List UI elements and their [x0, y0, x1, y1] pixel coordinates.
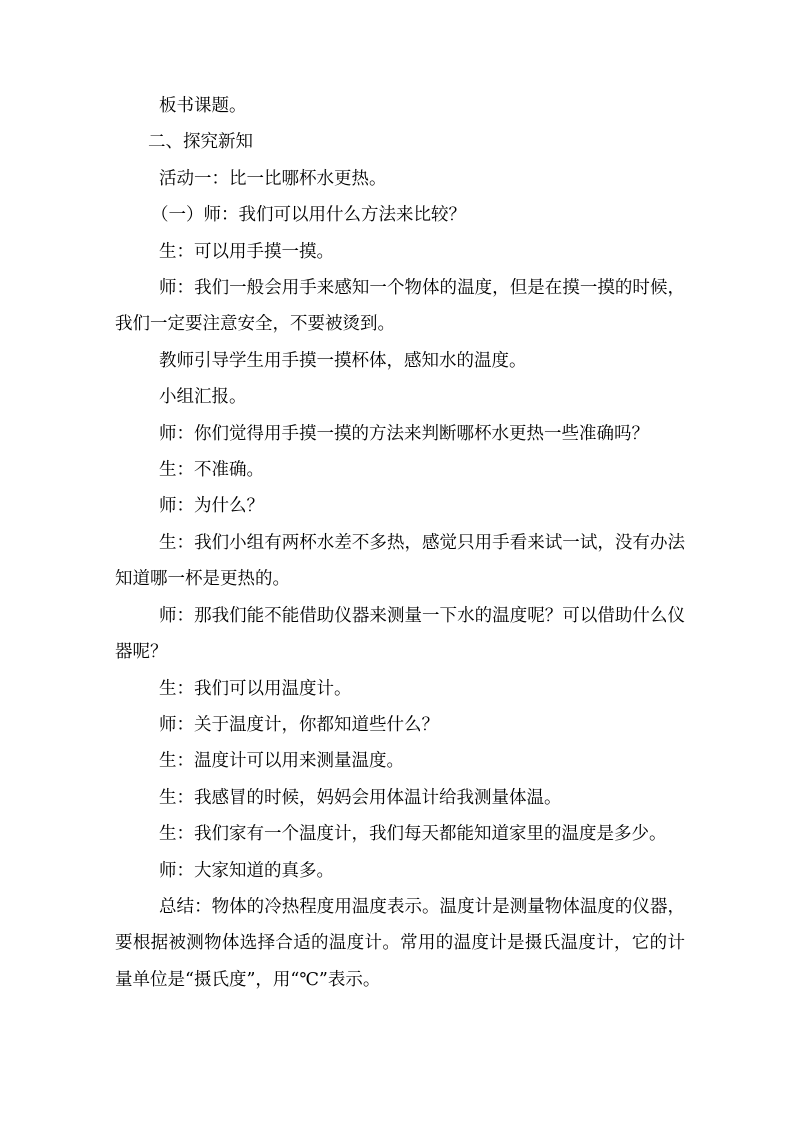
- paragraph-teacher-praise: 师：大家知道的真多。: [159, 860, 334, 881]
- document-body: [115, 88, 685, 998]
- paragraph-student-answer: 生：可以用手摸一摸。: [159, 241, 334, 262]
- paragraph-summary: 总结：物体的冷热程度用温度表示。温度计是测量物体温度的仪器，要根据被测物体选择合适的温度计。常用的温度计是摄氏温度计，它的计量单位是“摄氏度”，用“℃”表示。: [115, 896, 685, 990]
- paragraph-student-thermometer: 生：我们可以用温度计。: [159, 678, 352, 699]
- paragraph-group-report: 小组汇报。: [159, 387, 247, 408]
- activity-heading: 活动一：比一比哪杯水更热。: [159, 168, 387, 189]
- paragraph-student-explain: 生：我们小组有两杯水差不多热，感觉只用手看来试一试，没有办法知道哪一杯是更热的。: [115, 532, 685, 590]
- paragraph-teacher-safety: 师：我们一般会用手来感知一个物体的温度，但是在摸一摸的时候，我们一定要注意安全，不要被烫到。: [115, 278, 685, 335]
- section-heading-explore: 二、探究新知: [148, 132, 253, 153]
- paragraph-guide: 教师引导学生用手摸一摸杯体，感知水的温度。: [159, 350, 527, 371]
- paragraph-question: （一）师：我们可以用什么方法来比较？: [151, 205, 466, 226]
- paragraph-teacher-why: 师：为什么？: [159, 496, 264, 517]
- paragraph-teacher-instrument: 师：那我们能不能借助仪器来测量一下水的温度呢？可以借助什么仪器呢？: [115, 605, 685, 663]
- paragraph-student-measure: 生：温度计可以用来测量温度。: [159, 751, 404, 772]
- paragraph-teacher-accuracy: 师：你们觉得用手摸一摸的方法来判断哪杯水更热一些准确吗？: [159, 423, 649, 444]
- paragraph-student-home: 生：我们家有一个温度计，我们每天都能知道家里的温度是多少。: [159, 824, 667, 845]
- paragraph-teacher-know: 师：关于温度计，你都知道些什么？: [159, 714, 439, 735]
- paragraph-student-inaccurate: 生：不准确。: [159, 460, 264, 481]
- paragraph-student-cold: 生：我感冒的时候，妈妈会用体温计给我测量体温。: [159, 787, 562, 808]
- paragraph-board-title: 板书课题。: [159, 96, 247, 116]
